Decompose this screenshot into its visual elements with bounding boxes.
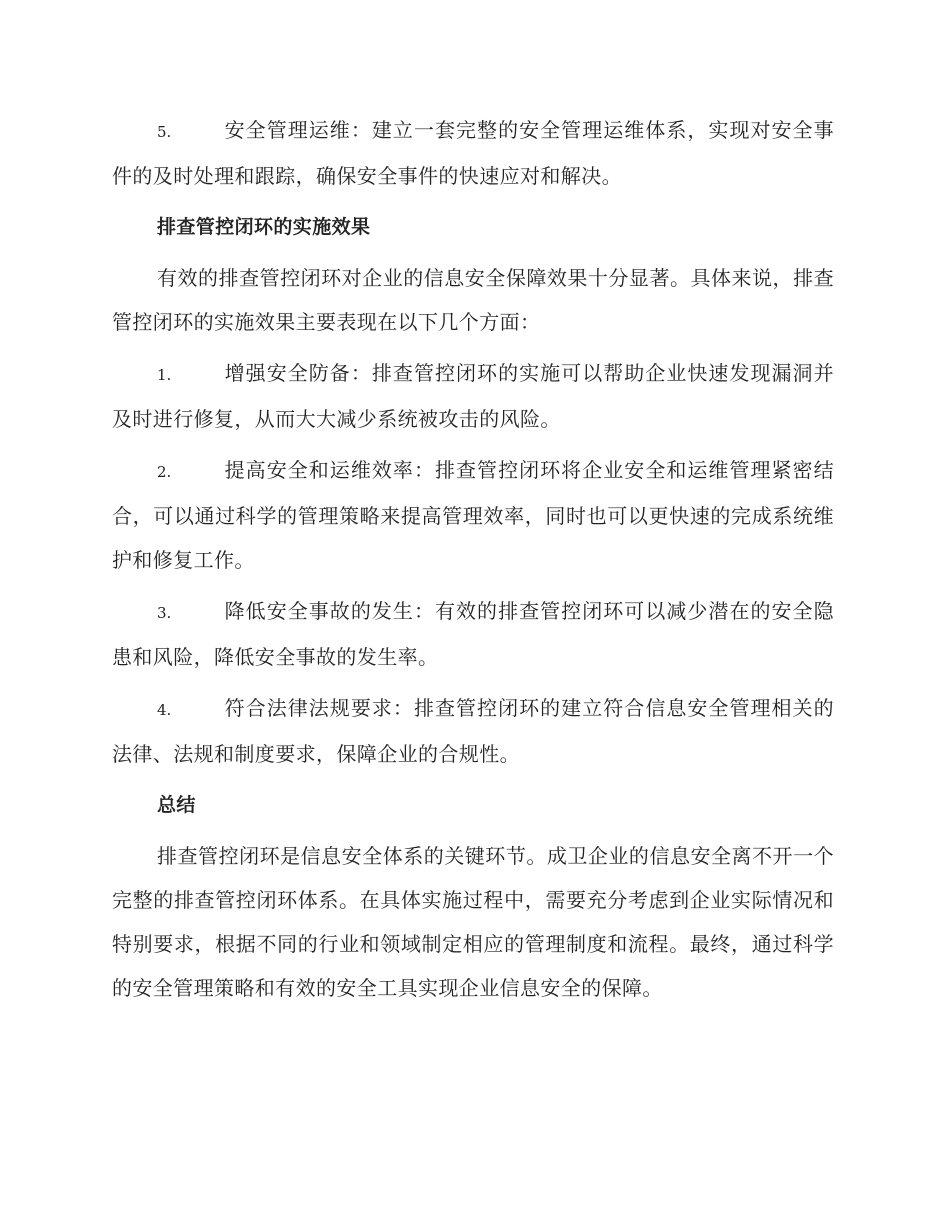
document-page — [112, 108, 834, 1017]
list-item-2 — [112, 448, 834, 582]
list-text: 符合法律法规要求：排查管控闭环的建立符合信息安全管理相关的法律、法规和制度要求，保障企业的合规性。 — [112, 696, 834, 766]
list-text: 降低安全事故的发生：有效的排查管控闭环可以减少潜在的安全隐患和风险，降低安全事故的发生率。 — [112, 599, 834, 669]
list-item-1 — [112, 351, 834, 441]
intro-paragraph: 有效的排查管控闭环对企业的信息安全保障效果十分显著。具体来说，排查管控闭环的实施效果主要表现在以下几个方面： — [112, 266, 834, 334]
list-number: 2. — [157, 463, 172, 481]
list-number: 1. — [157, 366, 172, 384]
list-text: 增强安全防备：排查管控闭环的实施可以帮助企业快速发现漏洞并及时进行修复，从而大大减少系统被攻击的风险。 — [112, 361, 834, 431]
list-text: 安全管理运维：建立一套完整的安全管理运维体系，实现对安全事件的及时处理和跟踪，确保安全事件的快速应对和解决。 — [112, 118, 834, 188]
list-number: 5. — [157, 123, 172, 141]
list-text: 提高安全和运维效率：排查管控闭环将企业安全和运维管理紧密结合，可以通过科学的管理策略来提高管理效率，同时也可以更快速的完成系统维护和修复工作。 — [112, 458, 834, 572]
list-item-4 — [112, 686, 834, 776]
list-item-5 — [112, 108, 834, 198]
summary-paragraph: 排查管控闭环是信息安全体系的关键环节。成卫企业的信息安全离不开一个完整的排查管控闭环体系。在具体实施过程中，需要充分考虑到企业实际情况和特别要求，根据不同的行业和领域制定相应的管理制度和流程。最终，通过科学的安全管理策略和有效的安全工具实现企业信息安全的保障。 — [112, 844, 834, 1000]
list-item-3 — [112, 589, 834, 679]
section-heading-summary: 总结 — [157, 794, 196, 816]
list-number: 3. — [157, 604, 172, 622]
section-heading-effects: 排查管控闭环的实施效果 — [157, 216, 371, 238]
list-number: 4. — [157, 701, 172, 719]
